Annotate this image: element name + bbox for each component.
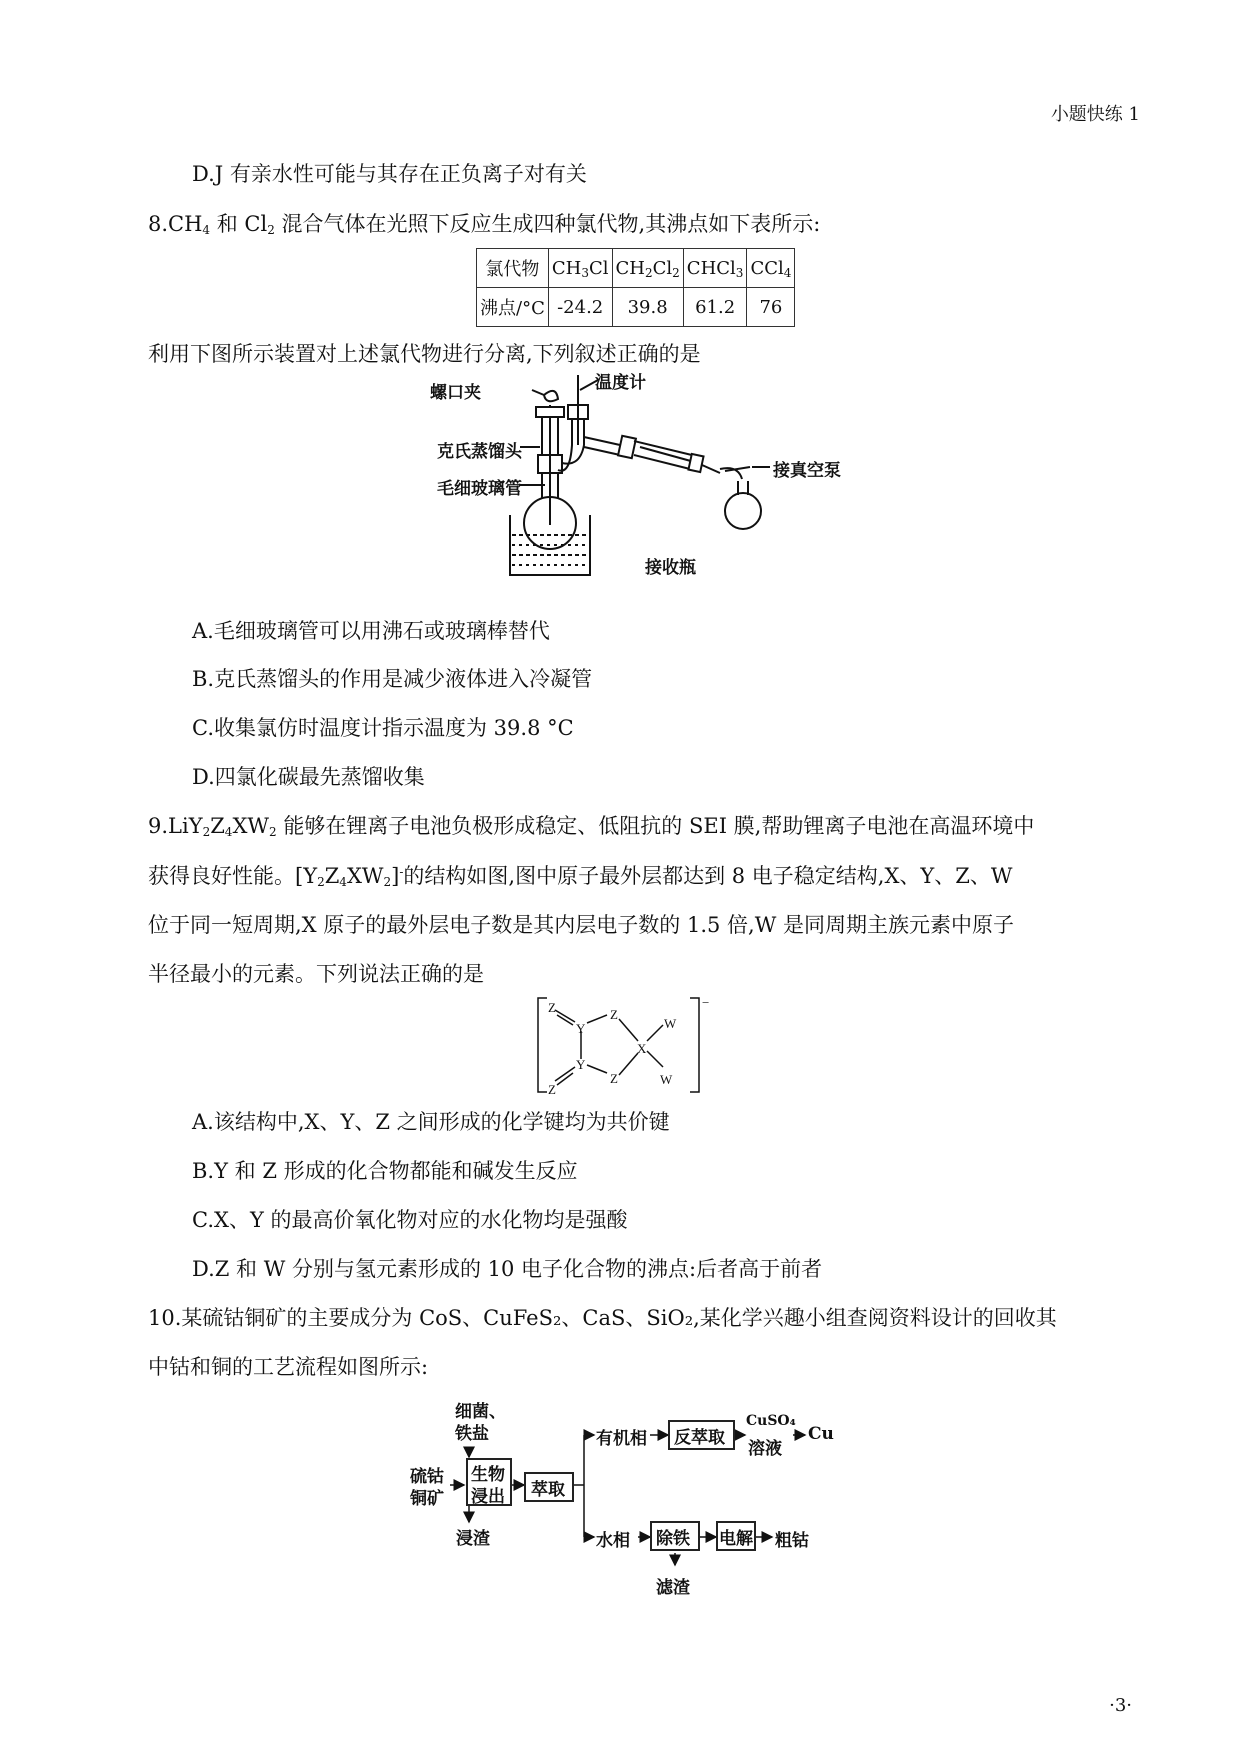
charge-sign: − [702, 995, 710, 1010]
q9-line2: 获得良好性能。$[Y_2Z_4XW_2]^-$的结构如图,图中原子最外层都达到 8 电子稳定结构,X、Y、Z、W [148, 864, 1013, 889]
page-header: 小题快练 1 [1050, 104, 1140, 125]
table-row2-label: 沸点/°C [477, 288, 549, 327]
q8-stem2: 利用下图所示装置对上述氯代物进行分离,下列叙述正确的是 [148, 342, 701, 366]
q10-line1: 10.某硫钴铜矿的主要成分为 CoS、CuFeS₂、CaS、SiO₂,某化学兴趣小组查阅资料设计的回收其 [148, 1306, 1057, 1330]
q9-line3: 位于同一短周期,X 原子的最外层电子数是其内层电子数的 1.5 倍,W 是同周期主族元素中原子 [148, 913, 1014, 937]
table-row1-label: 氯代物 [477, 249, 549, 288]
flow-crude-cobalt: 粗钴 [775, 1531, 809, 1551]
q9-option-b: B.Y 和 Z 形成的化合物都能和碱发生反应 [192, 1159, 578, 1183]
flow-cu: Cu [808, 1424, 834, 1444]
atom-w: W [664, 1016, 677, 1031]
flow-electrolysis: 电解 [719, 1529, 753, 1549]
flow-ore-2: 铜矿 [410, 1489, 444, 1509]
q7-option-d: D.J 有亲水性可能与其存在正负离子对有关 [192, 162, 587, 186]
flow-ore-1: 硫钴 [410, 1467, 444, 1487]
flow-residue: 浸渣 [456, 1529, 490, 1549]
flow-bioleach-2: 浸出 [471, 1487, 505, 1507]
q9-line4: 半径最小的元素。下列说法正确的是 [148, 962, 484, 986]
flow-solution: 溶液 [748, 1439, 782, 1459]
q10-line2: 中钴和铜的工艺流程如图所示: [148, 1355, 429, 1379]
flow-bioleach-1: 生物 [471, 1465, 505, 1485]
flow-cuso4: CuSO₄ [746, 1413, 796, 1429]
q8-option-d: D.四氯化碳最先蒸馏收集 [192, 765, 425, 789]
q9-option-d: D.Z 和 W 分别与氢元素形成的 10 电子化合物的沸点:后者高于前者 [192, 1257, 823, 1281]
atom-z: Z [610, 1071, 618, 1086]
flow-filter-residue: 滤渣 [656, 1578, 690, 1598]
label-receiver: 接收瓶 [645, 558, 696, 578]
q9-option-a: A.该结构中,X、Y、Z 之间形成的化学键均为共价键 [192, 1110, 670, 1134]
atom-y: Y [576, 1057, 586, 1072]
compound-chcl3: CHCl$_3$ [683, 249, 747, 288]
bp-value: 76 [747, 288, 795, 327]
boiling-point-table [476, 248, 795, 327]
q8-stem: $8.CH_4$ 和 $Cl_2$ 混合气体在光照下反应生成四种氯代物,其沸点如下表所示: [148, 212, 821, 237]
compound-ch2cl2: $CH_2Cl_2$ [612, 249, 683, 288]
flow-bacteria-1: 细菌、 [455, 1402, 506, 1422]
bp-value: -24.2 [548, 288, 612, 327]
compound-ch3cl: $CH_3Cl$ [548, 249, 612, 288]
bp-value: 61.2 [683, 288, 747, 327]
atom-z: Z [548, 1000, 556, 1015]
q8-option-c: C.收集氯仿时温度计指示温度为 39.8 °C [192, 716, 574, 740]
q8-option-a: A.毛细玻璃管可以用沸石或玻璃棒替代 [192, 619, 550, 643]
flow-iron-removal: 除铁 [656, 1529, 690, 1549]
flow-extract: 萃取 [531, 1480, 565, 1500]
flow-strip: 反萃取 [674, 1428, 725, 1448]
atom-z: Z [610, 1007, 618, 1022]
atom-y: Y [576, 1021, 586, 1036]
label-thermometer: 温度计 [595, 373, 646, 393]
atom-z: Z [548, 1082, 556, 1097]
label-capillary: 毛细玻璃管 [437, 479, 522, 499]
bp-value: 39.8 [612, 288, 683, 327]
atom-w: W [660, 1072, 673, 1087]
flow-organic-phase: 有机相 [596, 1429, 647, 1449]
q9-option-c: C.X、Y 的最高价氧化物对应的水化物均是强酸 [192, 1208, 628, 1232]
anion-structure-figure [535, 995, 715, 1095]
atom-x: X [637, 1041, 647, 1056]
label-screw-clamp: 螺口夹 [430, 383, 481, 403]
q9-line1: $9.LiY_2Z_4XW_2$ 能够在锂离子电池负极形成稳定、低阻抗的 SEI 膜,帮助锂离子电池在高温环境中 [148, 814, 1035, 839]
compound-ccl4: CCl$_4$ [747, 249, 795, 288]
flow-aqueous-phase: 水相 [596, 1531, 630, 1551]
flow-bacteria-2: 铁盐 [455, 1424, 489, 1444]
q8-option-b: B.克氏蒸馏头的作用是减少液体进入冷凝管 [192, 667, 593, 691]
label-vacuum-pump: 接真空泵 [773, 461, 841, 481]
page-number: ·3· [1109, 1695, 1132, 1716]
label-claisen-head: 克氏蒸馏头 [437, 442, 522, 462]
